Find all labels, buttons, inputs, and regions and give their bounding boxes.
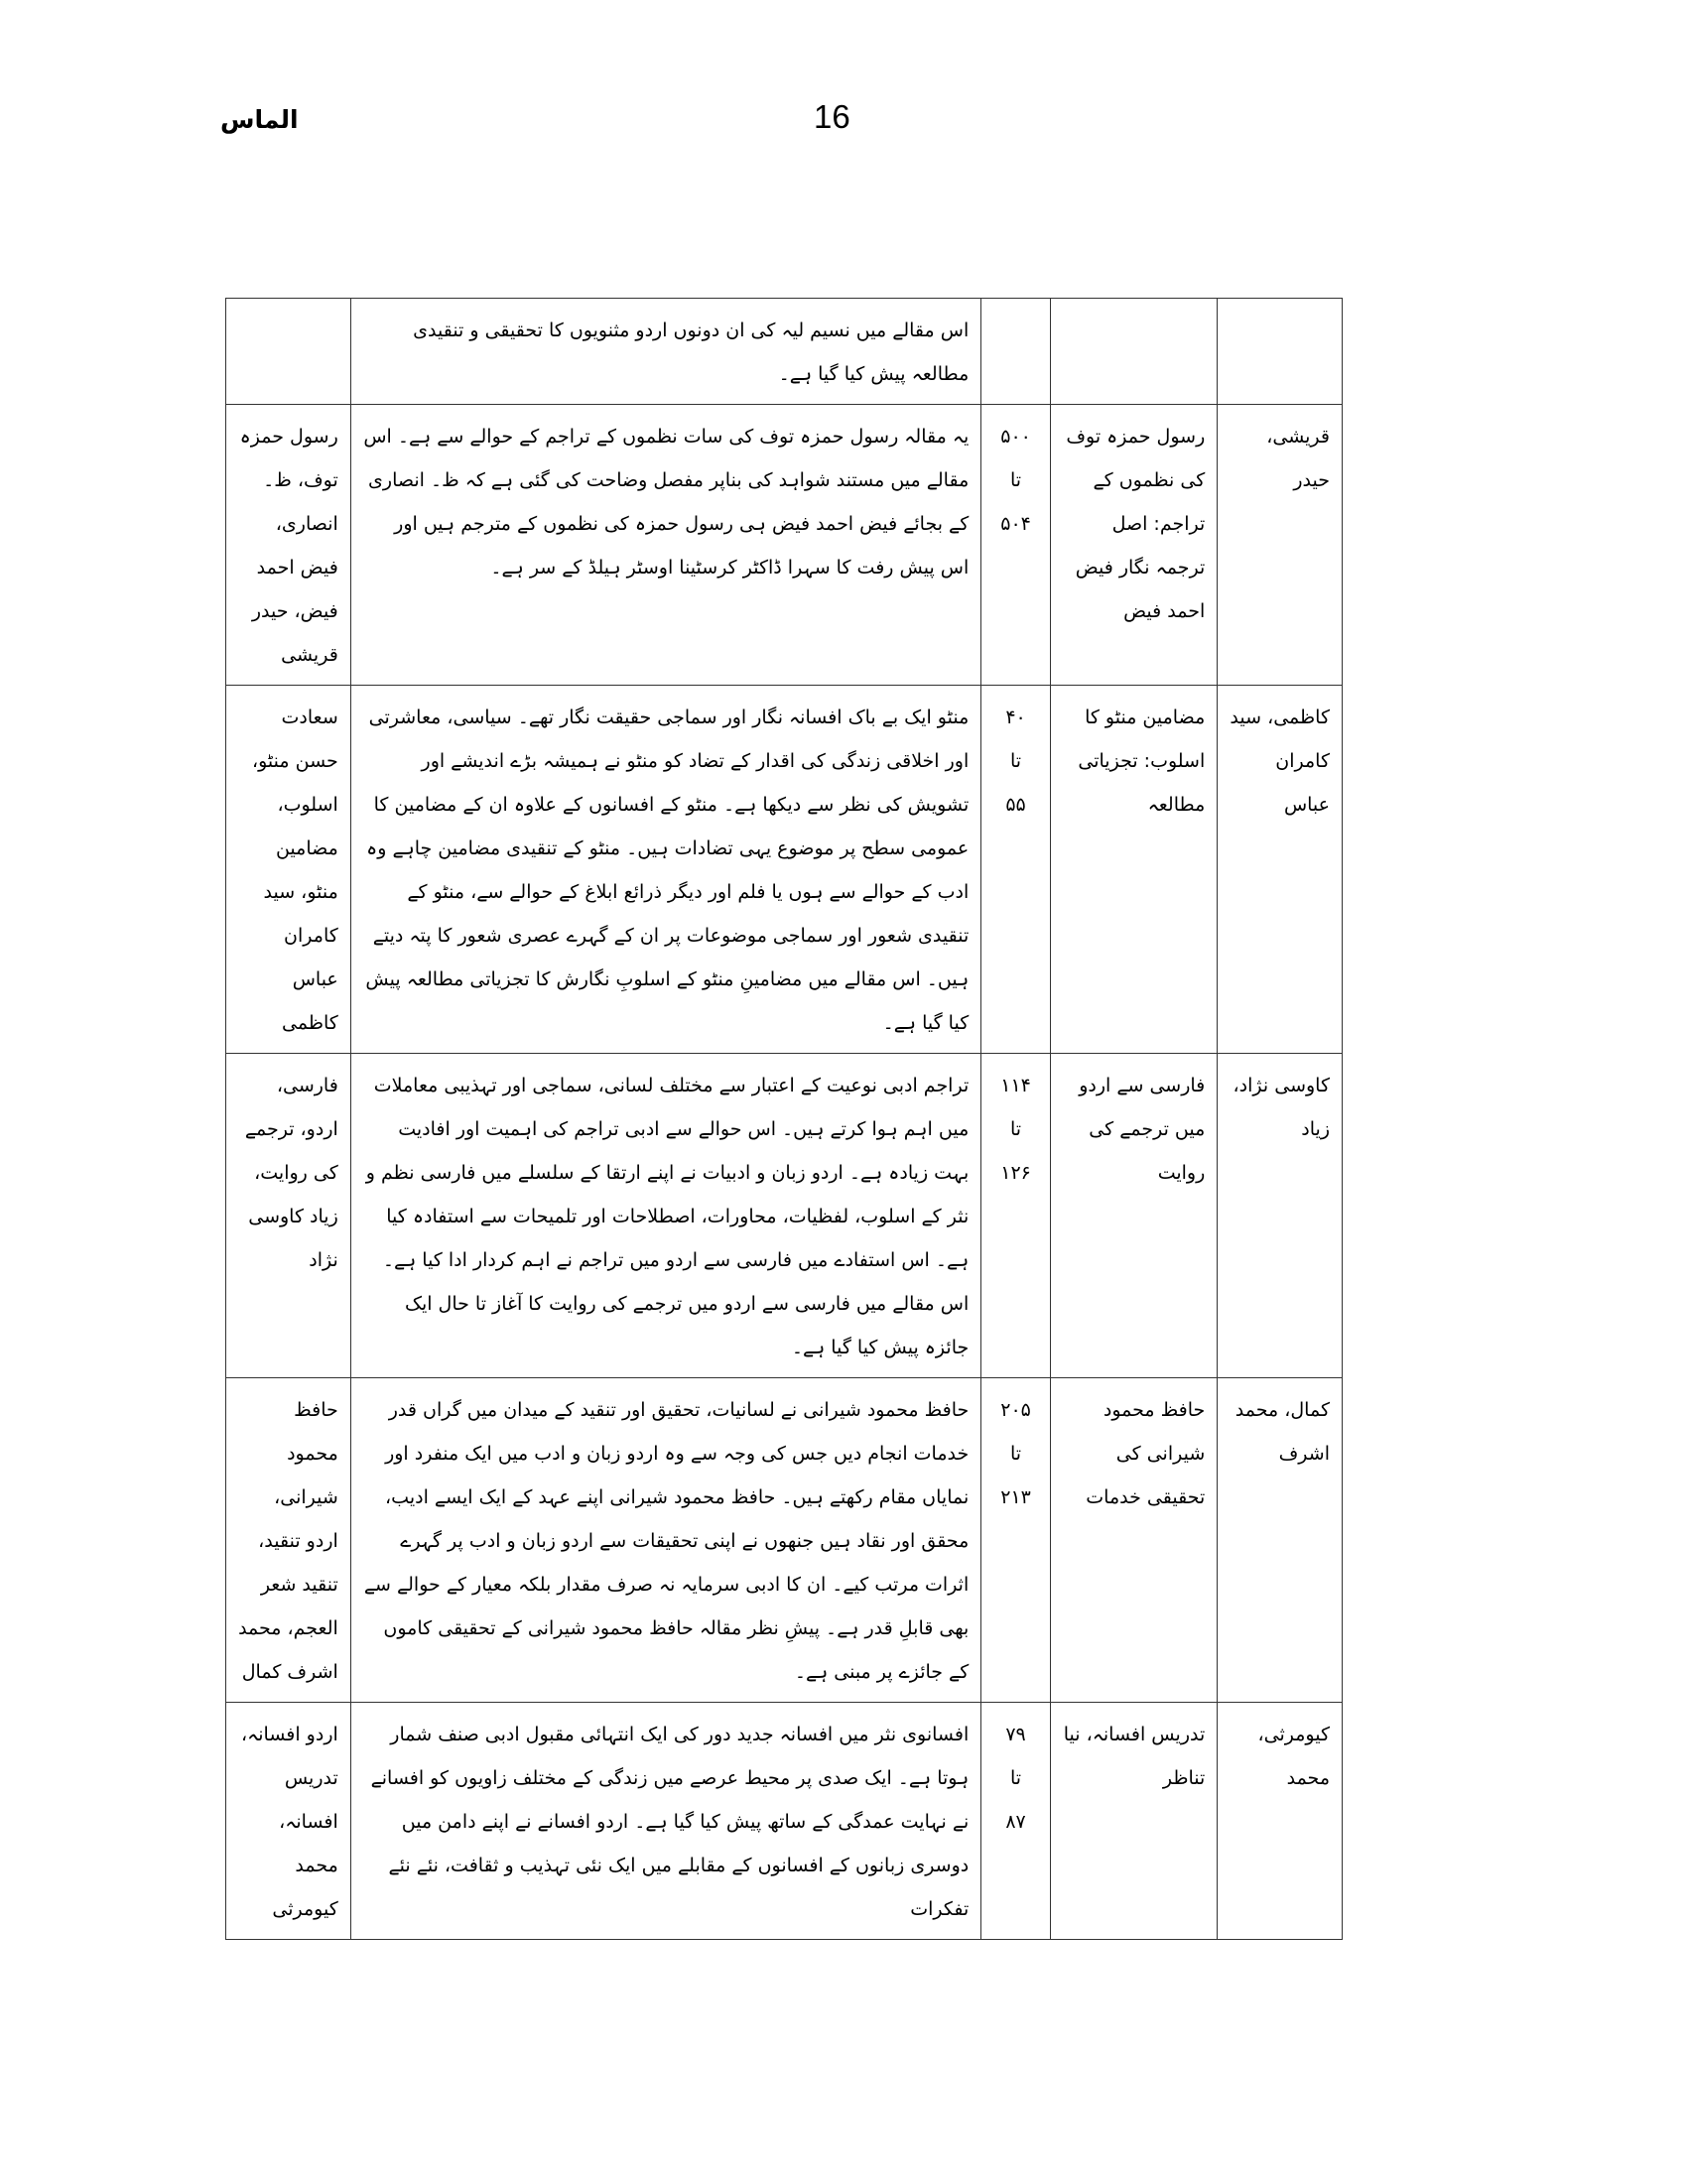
pages-to: ۱۲۶	[1000, 1162, 1031, 1184]
author-cell	[1218, 299, 1343, 405]
pages-from: ۲۰۵	[1000, 1399, 1031, 1421]
pages-cell	[981, 1703, 1051, 1940]
pages-separator: تا	[1010, 1767, 1022, 1789]
abstract-cell: حافظ محمود شیرانی نے لسانیات، تحقیق اور تنقید کے میدان میں گراں قدر خدمات انجام دیں جس کی وجہ سے وہ اردو زبان و ادب میں ایک منفرد اور نمایاں مقام رکھتے ہیں۔ حافظ محمود شیرانی اپنے عہد کے ایک ایسے ادیب، محقق اور نقاد ہیں جنھوں نے اپنی تحقیقات سے اردو زبان و ادب پر گہرے اثرات مرتب کیے۔ ان کا ادبی سرمایہ نہ صرف مقدار بلکہ معیار کے حوالے سے بھی قابلِ قدر ہے۔ پیشِ نظر مقالہ حافظ محمود شیرانی کے تحقیقی کاموں کے جائزے پر مبنی ہے۔	[350, 1378, 980, 1703]
keywords-cell	[226, 299, 351, 405]
pages-to: ۵۵	[1005, 794, 1026, 816]
keywords-cell: سعادت حسن منٹو، اسلوب، مضامین منٹو، سید کامران عباس کاظمی	[226, 686, 351, 1054]
author-cell: قریشی، حیدر	[1218, 405, 1343, 686]
pages-to: ۲۱۳	[1000, 1486, 1031, 1508]
pages-separator: تا	[1010, 1118, 1022, 1140]
pages-from: ۵۰۰	[1000, 426, 1031, 448]
abstract-cell: تراجم ادبی نوعیت کے اعتبار سے مختلف لسانی، سماجی اور تہذیبی معاملات میں اہم ہوا کرتے ہیں۔ اس حوالے سے ادبی تراجم کی اہمیت اور افادیت بہت زیادہ ہے۔ اردو زبان و ادبیات نے اپنے ارتقا کے سلسلے میں فارسی نظم و نثر کے اسلوب، لفظیات، محاورات، اصطلاحات اور تلمیحات سے استفادہ کیا ہے۔ اس استفادے میں فارسی سے اردو میں تراجم نے اہم کردار ادا کیا ہے۔ اس مقالے میں فارسی سے اردو میں ترجمے کی روایت کا آغاز تا حال ایک جائزہ پیش کیا گیا ہے۔	[350, 1054, 980, 1378]
keywords-cell: فارسی، اردو، ترجمے کی روایت، زیاد کاوسی نژاد	[226, 1054, 351, 1378]
pages-from: ۴۰	[1005, 707, 1026, 728]
pages-cell	[981, 405, 1051, 686]
pages-separator: تا	[1010, 469, 1022, 491]
index-table	[225, 298, 1343, 1940]
title-cell: حافظ محمود شیرانی کی تحقیقی خدمات	[1050, 1378, 1217, 1703]
abstract-cell: افسانوی نثر میں افسانہ جدید دور کی ایک انتہائی مقبول ادبی صنف شمار ہوتا ہے۔ ایک صدی پر محیط عرصے میں زندگی کے مختلف زاویوں کو افسانے نے نہایت عمدگی کے ساتھ پیش کیا گیا ہے۔ اردو افسانے نے اپنے دامن میں دوسری زبانوں کے افسانوں کے مقابلے میں ایک نئی تہذیب و ثقافت، نئے نئے تفکرات	[350, 1703, 980, 1940]
author-cell: کمال، محمد اشرف	[1218, 1378, 1343, 1703]
abstract-cell: اس مقالے میں نسیم لیہ کی ان دونوں اردو مثنویوں کا تحقیقی و تنقیدی مطالعہ پیش کیا گیا ہے۔	[350, 299, 980, 405]
table-row	[226, 299, 1343, 405]
keywords-cell: رسول حمزہ توف، ظ۔ انصاری، فیض احمد فیض، حیدر قریشی	[226, 405, 351, 686]
page-number: 16	[814, 98, 850, 135]
author-cell: کاوسی نژاد، زیاد	[1218, 1054, 1343, 1378]
table-row	[226, 405, 1343, 686]
keywords-cell: حافظ محمود شیرانی، اردو تنقید، تنقید شعر العجم، محمد اشرف کمال	[226, 1378, 351, 1703]
pages-to: ۸۷	[1005, 1811, 1026, 1833]
title-cell: رسول حمزہ توف کی نظموں کے تراجم: اصل ترجمہ نگار فیض احمد فیض	[1050, 405, 1217, 686]
abstract-cell: منٹو ایک بے باک افسانہ نگار اور سماجی حقیقت نگار تھے۔ سیاسی، معاشرتی اور اخلاقی زندگی کی اقدار کے تضاد کو منٹو نے ہمیشہ بڑے اندیشے اور تشویش کی نظر سے دیکھا ہے۔ منٹو کے افسانوں کے علاوہ ان کے مضامین کا عمومی سطح پر موضوع یہی تضادات ہیں۔ منٹو کے تنقیدی مضامین چاہے وہ ادب کے حوالے سے ہوں یا فلم اور دیگر ذرائع ابلاغ کے حوالے سے، منٹو کے تنقیدی شعور اور سماجی موضوعات پر ان کے گہرے عصری شعور کا پتہ دیتے ہیں۔ اس مقالے میں مضامینِ منٹو کے اسلوبِ نگارش کا تجزیاتی مطالعہ پیش کیا گیا ہے۔	[350, 686, 980, 1054]
table-row	[226, 1703, 1343, 1940]
table-row	[226, 1054, 1343, 1378]
pages-cell	[981, 299, 1051, 405]
table-row	[226, 686, 1343, 1054]
title-cell: مضامین منٹو کا اسلوب: تجزیاتی مطالعہ	[1050, 686, 1217, 1054]
pages-from: ۱۱۴	[1000, 1075, 1031, 1096]
pages-separator: تا	[1010, 1443, 1022, 1465]
pages-from: ۷۹	[1005, 1724, 1026, 1745]
author-cell: کاظمی، سید کامران عباس	[1218, 686, 1343, 1054]
keywords-cell: اردو افسانہ، تدریس افسانہ، محمد کیومرثی	[226, 1703, 351, 1940]
pages-cell	[981, 1378, 1051, 1703]
pages-cell	[981, 1054, 1051, 1378]
abstract-cell: یہ مقالہ رسول حمزہ توف کی سات نظموں کے تراجم کے حوالے سے ہے۔ اس مقالے میں مستند شواہد کی بناپر مفصل وضاحت کی گئی ہے کہ ظ۔ انصاری کے بجائے فیض احمد فیض ہی رسول حمزہ کی نظموں کے مترجم ہیں اور اس پیش رفت کا سہرا ڈاکٹر کرسٹینا اوسٹر ہیلڈ کے سر ہے۔	[350, 405, 980, 686]
title-cell: تدریس افسانہ، نیا تناظر	[1050, 1703, 1217, 1940]
pages-cell	[981, 686, 1051, 1054]
title-cell	[1050, 299, 1217, 405]
journal-title: الماس	[220, 105, 299, 134]
pages-separator: تا	[1010, 750, 1022, 772]
table-row	[226, 1378, 1343, 1703]
title-cell: فارسی سے اردو میں ترجمے کی روایت	[1050, 1054, 1217, 1378]
pages-to: ۵۰۴	[1000, 513, 1031, 535]
author-cell: کیومرثی، محمد	[1218, 1703, 1343, 1940]
